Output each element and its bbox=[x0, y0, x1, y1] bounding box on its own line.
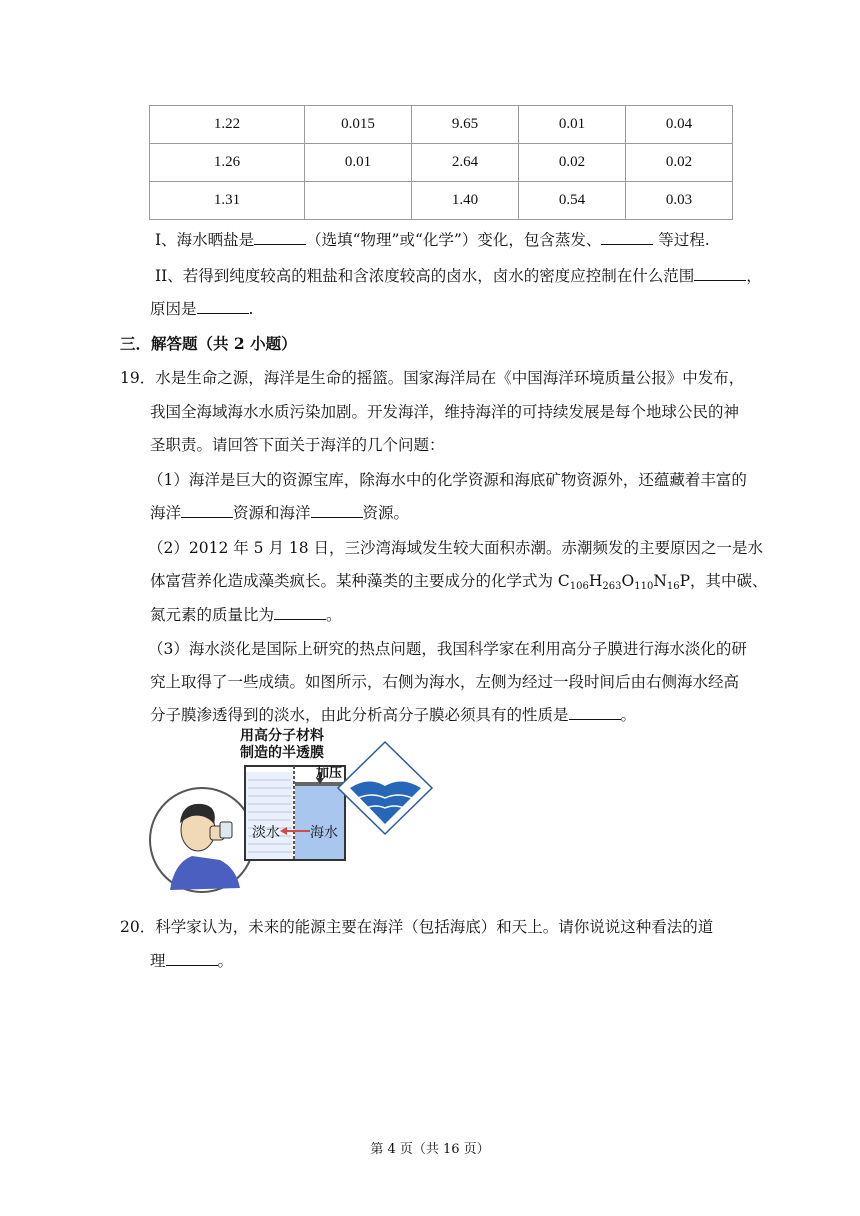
formula-subscript: 263 bbox=[602, 581, 622, 592]
q19-part2-line3 bbox=[150, 603, 342, 625]
formula-text: 体富营养化造成藻类疯长。某种藻类的主要成分的化学式为 C bbox=[150, 572, 570, 590]
q19-part3-text-a: 分子膜渗透得到的淡水，由此分析高分子膜必须具有的性质是 bbox=[150, 706, 569, 724]
answer-blank bbox=[197, 299, 249, 314]
section-title: 三．解答题（共 2 小题） bbox=[120, 334, 297, 353]
q19-part3-line3 bbox=[150, 703, 636, 725]
answer-blank bbox=[274, 605, 326, 620]
q19-part2-text-a: 氮元素的质量比为 bbox=[150, 606, 275, 624]
formula-tail: P，其中碳、 bbox=[679, 572, 768, 590]
cup-icon bbox=[220, 822, 232, 838]
answer-blank bbox=[166, 951, 218, 966]
formula-element: H bbox=[588, 572, 603, 590]
table-row bbox=[150, 182, 733, 220]
answer-blank bbox=[694, 266, 746, 281]
q18-part2-reason bbox=[150, 297, 253, 319]
q18-part2-text-b: ， bbox=[746, 267, 762, 285]
table-cell: 0.04 bbox=[626, 106, 733, 144]
table-cell: 0.02 bbox=[519, 144, 626, 182]
sea-water-label: 海水 bbox=[310, 825, 338, 841]
fresh-water-label: 淡水 bbox=[252, 825, 280, 841]
membrane-label-line1: 用高分子材料 bbox=[240, 728, 324, 744]
q19-part3-line1: （3）海水淡化是国际上研究的热点问题，我国科学家在利用高分子膜进行海水淡化的研 bbox=[148, 640, 747, 658]
desalination-figure bbox=[140, 728, 440, 903]
q20-line1: 20．科学家认为，未来的能源主要在海洋（包括海底）和天上。请你说说这种看法的道 bbox=[120, 918, 714, 936]
answer-blank bbox=[601, 230, 653, 245]
table-cell: 1.26 bbox=[150, 144, 305, 182]
answer-blank bbox=[254, 230, 306, 245]
table-cell: 0.03 bbox=[626, 182, 733, 220]
page-footer: 第 4 页（共 16 页） bbox=[370, 1142, 490, 1157]
table-row bbox=[150, 106, 733, 144]
table-cell: 9.65 bbox=[412, 106, 519, 144]
q19-stem-line1: 19．水是生命之源，海洋是生命的摇篮。国家海洋局在《中国海洋环境质量公报》中发布， bbox=[120, 369, 745, 387]
q19-part1-line2 bbox=[150, 501, 409, 523]
q18-part2-text-d: . bbox=[248, 300, 254, 318]
answer-blank bbox=[181, 503, 233, 518]
data-table bbox=[149, 105, 733, 220]
pressure-label: 加压 bbox=[316, 766, 343, 781]
formula-subscript: 110 bbox=[634, 581, 654, 592]
membrane-label bbox=[240, 728, 324, 762]
table-cell: 0.01 bbox=[519, 106, 626, 144]
table-cell: 1.22 bbox=[150, 106, 305, 144]
q18-part1-text-a: I、海水晒盐是 bbox=[155, 231, 255, 249]
q18-part1 bbox=[155, 228, 710, 250]
q19-part2-text-b: 。 bbox=[326, 606, 342, 624]
q19-stem-line2: 我国全海域海水水质污染加剧。开发海洋，维持海洋的可持续发展是每个地球公民的神 bbox=[150, 403, 740, 421]
fresh-water bbox=[246, 772, 293, 859]
table-cell: 0.015 bbox=[305, 106, 412, 144]
q18-part1-text-c: 等过程. bbox=[653, 231, 710, 249]
formula-subscript: 106 bbox=[569, 581, 589, 592]
q19-stem-line3: 圣职责。请回答下面关于海洋的几个问题： bbox=[150, 436, 445, 454]
q20-line2 bbox=[150, 949, 233, 971]
q19-part3-text-b: 。 bbox=[620, 706, 637, 724]
q19-part2-line1: （2）2012 年 5 月 18 日，三沙湾海域发生较大面积赤潮。赤潮频发的主要原因之一是水 bbox=[148, 539, 764, 557]
formula-element: N bbox=[653, 572, 667, 590]
membrane-label-line2: 制造的半透膜 bbox=[240, 745, 324, 761]
answer-blank bbox=[311, 503, 363, 518]
formula-subscript: 16 bbox=[666, 581, 680, 592]
table-cell: 2.64 bbox=[412, 144, 519, 182]
answer-blank bbox=[569, 705, 621, 720]
table-cell: 0.54 bbox=[519, 182, 626, 220]
table-row bbox=[150, 144, 733, 182]
q19-part1-text-a: 海洋 bbox=[150, 504, 182, 522]
formula-element: O bbox=[621, 572, 635, 590]
q19-part3-line2: 究上取得了一些成绩。如图所示，右侧为海水，左侧为经过一段时间后由右侧海水经高 bbox=[150, 673, 740, 691]
table-cell: 1.40 bbox=[412, 182, 519, 220]
q18-part1-text-b: （选填“物理”或“化学”）变化，包含蒸发、 bbox=[306, 231, 602, 249]
q19-part1-text-c: 资源。 bbox=[362, 504, 410, 522]
table-cell: 0.01 bbox=[305, 144, 412, 182]
q18-part2-text-c: 原因是 bbox=[150, 300, 197, 318]
q19-part2-line2 bbox=[150, 569, 768, 592]
q18-part2 bbox=[155, 264, 762, 286]
table-cell: 0.02 bbox=[626, 144, 733, 182]
table-cell: 1.31 bbox=[150, 182, 305, 220]
q20-text-b: 。 bbox=[217, 952, 234, 970]
q19-part1-text-b: 资源和海洋 bbox=[233, 504, 311, 522]
q19-part1-line1: （1）海洋是巨大的资源宝库，除海水中的化学资源和海底矿物资源外，还蕴藏着丰富的 bbox=[148, 471, 747, 489]
sea-wave-icon bbox=[338, 742, 432, 834]
table-cell bbox=[305, 182, 412, 220]
q18-part2-text-a: II、若得到纯度较高的粗盐和含浓度较高的卤水，卤水的密度应控制在什么范围 bbox=[155, 267, 695, 285]
q20-text-a: 理 bbox=[150, 952, 166, 970]
